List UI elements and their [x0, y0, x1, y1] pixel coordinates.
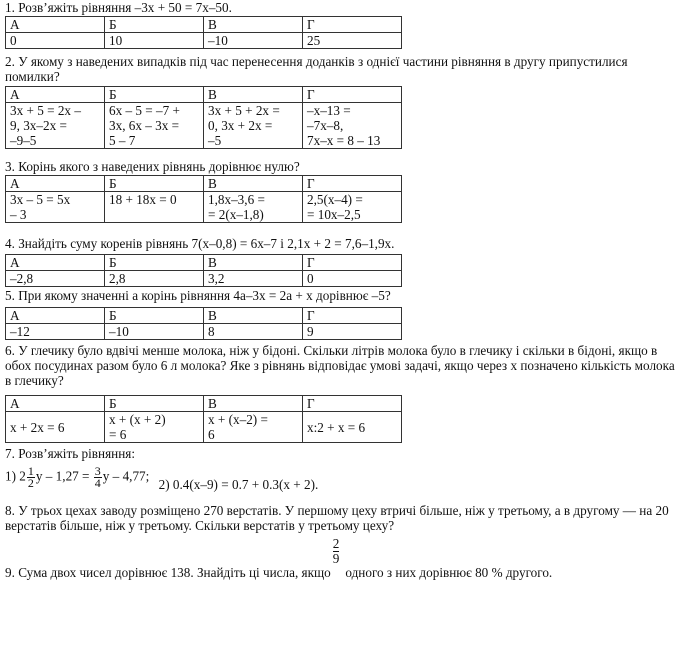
option-b-label: Б: [105, 255, 204, 271]
option-b-value: –10: [105, 324, 204, 340]
option-b-label: Б: [105, 176, 204, 192]
cell-line: 5 – 7: [109, 133, 136, 148]
cell-line: 7x–x = 8 – 13: [307, 133, 381, 148]
question-2: 2. У якому з наведених випадків під час перенесення доданків з однієї частини рівняння в другу припустилися помилки?: [5, 54, 628, 84]
option-a-value: 0: [6, 33, 105, 49]
cell-line: 18 + 18x = 0: [109, 192, 177, 207]
cell-line: x + (x + 2): [109, 412, 166, 427]
frac-num: 1: [27, 464, 34, 478]
option-c-value: 3,2: [204, 271, 303, 287]
option-b-value: 10: [105, 33, 204, 49]
frac-den: 4: [94, 476, 101, 490]
cell-line: –7x–8,: [307, 118, 344, 133]
frac-den: 9: [332, 551, 340, 566]
eq1-fraction-2: [94, 466, 102, 489]
cell-line: – 3: [10, 207, 27, 222]
option-c-value: [204, 412, 303, 443]
option-d-label: Г: [303, 308, 402, 324]
question-5: 5. При якому значенні a корінь рівняння 4a–3x = 2a + x дорівнює –5?: [5, 288, 391, 303]
question-7-equations: [5, 464, 319, 492]
cell-line: –9–5: [10, 133, 37, 148]
cell-line: = 10x–2,5: [307, 207, 361, 222]
question-8: 8. У трьох цехах заводу розміщено 270 верстатів. У першому цеху втричі більше, ніж у третьому, а в другому — на 20 верстатів більше, ніж у третьому. Скільки верстатів у третьому цеху?: [5, 503, 669, 533]
frac-den: 2: [27, 476, 34, 490]
option-a-label: А: [6, 308, 105, 324]
eq1-end: y – 4,77;: [102, 468, 150, 484]
option-a-label: А: [6, 17, 105, 33]
option-a-value: [6, 192, 105, 223]
option-b-label: Б: [105, 87, 204, 103]
q9-before: 9. Сума двох чисел дорівнює 138. Знайдіть ці числа, якщо: [5, 565, 331, 580]
eq1-middle: y – 1,27 =: [35, 468, 90, 484]
question-3: 3. Корінь якого з наведених рівнянь дорівнює нулю?: [5, 159, 300, 174]
option-d-value: 0: [303, 271, 402, 287]
question-7: 7. Розв’яжіть рівняння:: [5, 446, 135, 461]
cell-line: 3x + 5 + 2x =: [208, 103, 280, 118]
option-b-label: Б: [105, 308, 204, 324]
answer-table-1: [5, 16, 402, 49]
option-d-value: [303, 103, 402, 149]
option-c-value: –10: [204, 33, 303, 49]
option-c-label: В: [204, 308, 303, 324]
option-d-label: Г: [303, 255, 402, 271]
cell-line: 2,5(x–4) =: [307, 192, 363, 207]
option-d-label: Г: [303, 87, 402, 103]
answer-table-2: [5, 86, 402, 149]
eq2: 2) 0.4(x–9) = 0.7 + 0.3(x + 2).: [158, 476, 319, 492]
option-d-label: Г: [303, 176, 402, 192]
option-a-label: А: [6, 87, 105, 103]
option-c-value: 8: [204, 324, 303, 340]
question-4: 4. Знайдіть суму коренів рівнянь 7(x–0,8) = 6x–7 і 2,1x + 2 = 7,6–1,9x.: [5, 236, 395, 251]
option-c-value: [204, 103, 303, 149]
option-d-value: 9: [303, 324, 402, 340]
option-d-value: [303, 192, 402, 223]
option-c-value: [204, 192, 303, 223]
frac-num: 2: [332, 536, 340, 551]
cell-line: 1,8x–3,6 =: [208, 192, 265, 207]
answer-table-3: [5, 175, 402, 223]
cell-line: 0, 3x + 2x =: [208, 118, 273, 133]
option-a-value: [6, 103, 105, 149]
q9-fraction: [333, 537, 340, 566]
question-1: 1. Розв’яжіть рівняння –3x + 50 = 7x–50.: [5, 0, 232, 15]
frac-num: 3: [94, 464, 101, 478]
option-a-label: А: [6, 396, 105, 412]
option-a-label: А: [6, 176, 105, 192]
option-b-label: Б: [105, 17, 204, 33]
option-b-value: 2,8: [105, 271, 204, 287]
eq1-prefix: 1) 2: [5, 468, 26, 484]
cell-line: x:2 + x = 6: [307, 419, 366, 435]
option-c-label: В: [204, 396, 303, 412]
option-a-value: [6, 412, 105, 443]
answer-table-5: [5, 307, 402, 340]
cell-line: = 6: [109, 427, 127, 442]
option-b-value: [105, 412, 204, 443]
cell-line: 6x – 5 = –7 +: [109, 103, 180, 118]
cell-line: 3x – 5 = 5x: [10, 192, 71, 207]
question-9: [5, 536, 553, 580]
cell-line: = 2(x–1,8): [208, 207, 264, 222]
option-a-value: –2,8: [6, 271, 105, 287]
cell-line: x + 2x = 6: [10, 419, 65, 435]
option-c-label: В: [204, 87, 303, 103]
option-b-value: [105, 103, 204, 149]
cell-line: 9, 3x–2x =: [10, 118, 67, 133]
option-b-label: Б: [105, 396, 204, 412]
option-a-label: А: [6, 255, 105, 271]
q9-after: одного з них дорівнює 80 % другого.: [345, 565, 553, 580]
option-c-label: В: [204, 17, 303, 33]
cell-line: 3x + 5 = 2x –: [10, 103, 81, 118]
cell-line: –5: [208, 133, 222, 148]
option-d-value: 25: [303, 33, 402, 49]
answer-table-4: [5, 254, 402, 287]
question-6: 6. У глечику було вдвічі менше молока, ніж у бідоні. Скільки літрів молока було в глечику і скільки в бідоні, якщо в обох посудинах разом було 6 л молока? Яке з рівнянь відповідає умові задачі, якщо через x позначено кількість молока в глечику?: [5, 343, 675, 388]
option-a-value: –12: [6, 324, 105, 340]
option-c-label: В: [204, 176, 303, 192]
eq1-fraction-1: [27, 466, 35, 489]
option-b-value: [105, 192, 204, 223]
cell-line: –x–13 =: [307, 103, 351, 118]
answer-table-6: [5, 395, 402, 443]
cell-line: 3x, 6x – 3x =: [109, 118, 180, 133]
option-d-label: Г: [303, 17, 402, 33]
cell-line: x + (x–2) =: [208, 412, 268, 427]
option-d-label: Г: [303, 396, 402, 412]
option-c-label: В: [204, 255, 303, 271]
option-d-value: [303, 412, 402, 443]
cell-line: 6: [208, 427, 215, 442]
